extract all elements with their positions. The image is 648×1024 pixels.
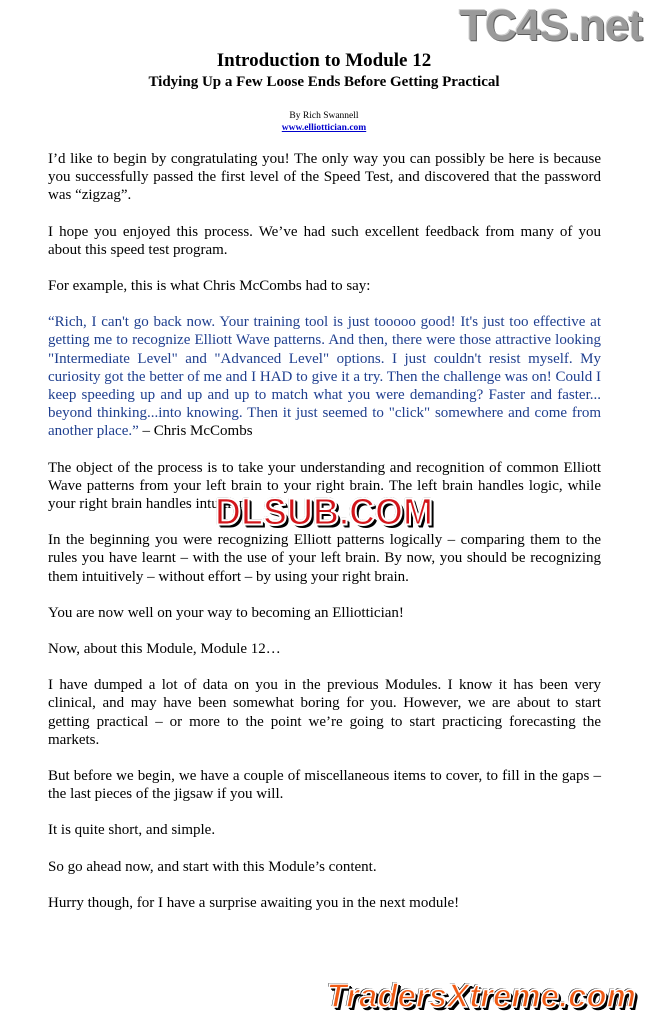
- paragraph-module-intro: Now, about this Module, Module 12…: [48, 641, 281, 658]
- paragraph-surprise: Hurry though, for I have a surprise awaiting you in the next module!: [48, 894, 460, 911]
- dlsub-watermark-logo: DLSUB.COM: [215, 489, 433, 533]
- paragraph-previous-modules: I have dumped a lot of data on you in the previous Modules. I know it has been very clinical, and may have been somewhat boring for you. However, we are about to start getting practical – or more to the point we’re going to start practicing forecasting the markets.: [48, 677, 601, 748]
- paragraph-feedback: I hope you enjoyed this process. We’ve had such excellent feedback from many of you about this speed test program.: [48, 223, 601, 258]
- document-header: [0, 50, 648, 134]
- page-subtitle: Tidying Up a Few Loose Ends Before Getting Practical: [148, 74, 500, 90]
- paragraph-congratulations: I’d like to begin by congratulating you! The only way you can possibly be here is because you successfully passed the first level of the Speed Test, and discovered that the password was “zigzag”.: [48, 151, 601, 204]
- paragraph-elliottician: You are now well on your way to becoming an Elliottician!: [48, 604, 404, 621]
- paragraph-example-intro: For example, this is what Chris McCombs had to say:: [48, 278, 371, 295]
- testimonial-text: “Rich, I can't go back now. Your training tool is just tooooo good! It's just too effective at getting me to recognize Elliott Wave patterns. And then, there were those attractive looking "Intermediate Level" and "Advanced Level" options. I just couldn't resist myself. My curiosity got the better of me and I HAD to give it a try. Then the challenge was on! Could I keep speeding up and up and up to match what you were demanding? Faster and faster... beyond thinking...into knowing. Then it just seemed to "click" somewhere and come from another place.”: [48, 314, 601, 440]
- author-byline: By Rich Swannell: [289, 111, 359, 121]
- website-link[interactable]: www.elliottician.com: [281, 123, 367, 133]
- page-title: Introduction to Module 12: [216, 50, 432, 71]
- paragraph-short: It is quite short, and simple.: [48, 822, 216, 839]
- tc4s-watermark-logo: TC4S.net: [459, 1, 642, 50]
- paragraph-process-object: The object of the process is to take your understanding and recognition of common Elliott Wave patterns from your left brain to your right brain. The left brain handles logic, while your right brain handles intuition.: [48, 459, 601, 513]
- paragraph-miscellaneous: But before we begin, we have a couple of miscellaneous items to cover, to fill in the gaps – the last pieces of the jigsaw if you will.: [48, 768, 601, 803]
- testimonial-attribution: – Chris McCombs: [138, 423, 253, 440]
- testimonial-quote: [48, 313, 601, 440]
- document-body: [48, 150, 601, 930]
- paragraph-go-ahead: So go ahead now, and start with this Module’s content.: [48, 858, 377, 875]
- paragraph-recognition: In the beginning you were recognizing Elliott patterns logically – comparing them to the rules you have learnt – with the use of your left brain. By now, you should be recognizing them intuitively – without effort – by using your right brain.: [48, 532, 601, 585]
- tradersxtreme-watermark-logo: TradersXtreme.com: [326, 977, 636, 1014]
